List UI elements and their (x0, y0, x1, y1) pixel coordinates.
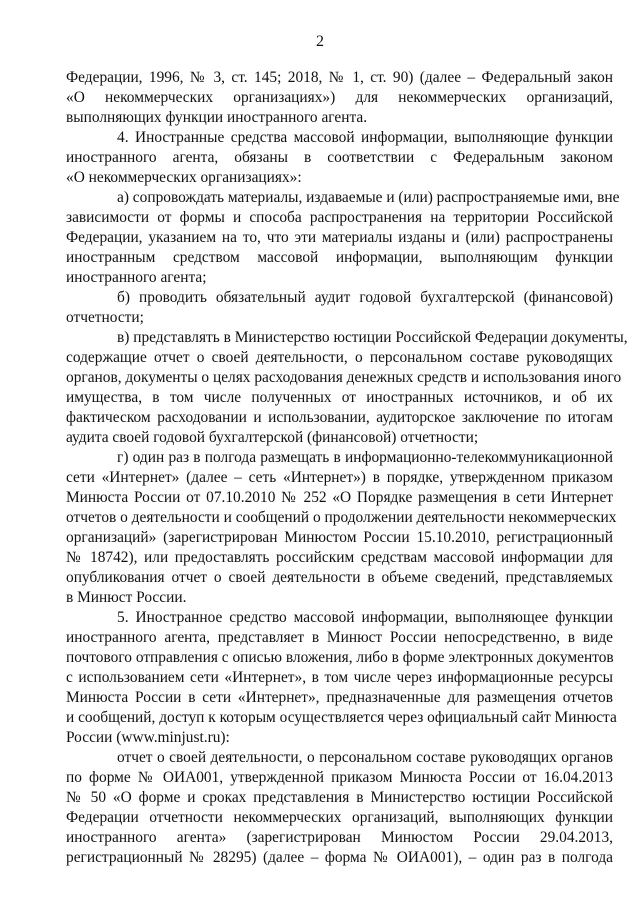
text-line: отчетов о деятельности и сообщений о продолжении деятельности некоммерческих (66, 509, 617, 526)
text-line: аудита своей годовой бухгалтерской (финансовой) отчетности; (66, 429, 479, 446)
text-line: почтового отправления с описью вложения, либо в форме электронных документов (66, 649, 614, 666)
text-line: сети «Интернет» (далее – сеть «Интернет») в порядке, утвержденном приказом (66, 469, 613, 486)
text-line: иностранного агента, обязаны в соответствии с Федеральным законом (66, 149, 613, 166)
text-line: опубликования отчет о своей деятельности в объеме сведений, представляемых (66, 569, 613, 586)
text-line: зависимости от формы и способа распространения на территории Российской (66, 209, 613, 226)
text-line: с использованием сети «Интернет», в том числе через информационные ресурсы (66, 669, 613, 686)
page-number: 2 (316, 33, 324, 50)
paragraph (66, 608, 617, 748)
paragraph (66, 328, 628, 448)
text-line: 5. Иностранное средство массовой информации, выполняющее функции (117, 609, 613, 626)
text-line: организаций» (зарегистрирован Минюстом России 15.10.2010, регистрационный (66, 529, 613, 546)
text-line: б) проводить обязательный аудит годовой бухгалтерской (финансовой) (117, 289, 613, 306)
paragraph (66, 128, 613, 188)
paragraph (66, 748, 613, 868)
text-line: содержащие отчет о своей деятельности, о персональном составе руководящих (66, 349, 613, 366)
paragraph (66, 188, 620, 288)
text-line: Федерации отчетности некоммерческих организаций, выполняющих функции (66, 809, 613, 826)
text-line: органов, документы о целях расходования денежных средств и использования иного (66, 369, 622, 386)
text-line: отчетности; (66, 309, 144, 326)
text-line: «О некоммерческих организациях»: (66, 169, 302, 186)
text-line: № 18742), или предоставлять российским средствам массовой информации для (66, 549, 613, 566)
text-line: 4. Иностранные средства массовой информации, выполняющие функции (117, 129, 613, 146)
text-line: выполняющих функции иностранного агента. (66, 109, 368, 126)
text-line: Федерации, указанием на то, что эти материалы изданы и (или) распространены (66, 229, 613, 246)
text-line: Минюста России от 07.10.2010 № 252 «О Порядке размещения в сети Интернет (66, 489, 613, 506)
text-line: Минюста России в сети «Интернет», предназначенные для размещения отчетов (66, 689, 613, 706)
text-line: имущества, в том числе полученных от иностранных источников, и об их (66, 389, 613, 406)
text-line: и сообщений, доступ к которым осуществляется через официальный сайт Минюста (66, 709, 617, 726)
text-line: а) сопровождать материалы, издаваемые и (или) распространяемые ими, вне (117, 189, 620, 206)
text-line: Федерации, 1996, № 3, ст. 145; 2018, № 1, ст. 90) (далее – Федеральный закон (66, 69, 613, 86)
text-line: отчет о своей деятельности, о персональном составе руководящих органов (117, 749, 613, 766)
text-line: № 50 «О форме и сроках представления в Министерство юстиции Российской (66, 789, 613, 806)
text-line: иностранного агента, представляет в Минюст России непосредственно, в виде (66, 629, 613, 646)
text-line: иностранного агента» (зарегистрирован Минюстом России 29.04.2013, (66, 829, 613, 846)
text-line: г) один раз в полгода размещать в информационно-телекоммуникационной (117, 449, 613, 466)
text-line: иностранным средством массовой информации, выполняющим функции (66, 249, 613, 266)
text-line: по форме № ОИА001, утвержденной приказом Минюста России от 16.04.2013 (66, 769, 613, 786)
paragraph (66, 68, 613, 128)
text-line: в Минюст России. (66, 589, 187, 606)
text-line: России (www.minjust.ru): (66, 729, 230, 746)
paragraph (66, 288, 613, 328)
paragraph (66, 448, 617, 608)
text-line: в) представлять в Министерство юстиции Российской Федерации документы, (117, 329, 628, 346)
text-line: фактическом расходовании и использовании, аудиторское заключение по итогам (66, 409, 613, 426)
text-line: регистрационный № 28295) (далее – форма № ОИА001), – один раз в полгода (66, 849, 613, 866)
document-body (66, 68, 628, 868)
text-line: иностранного агента; (66, 269, 207, 286)
text-line: «О некоммерческих организациях») для некоммерческих организаций, (66, 89, 613, 106)
